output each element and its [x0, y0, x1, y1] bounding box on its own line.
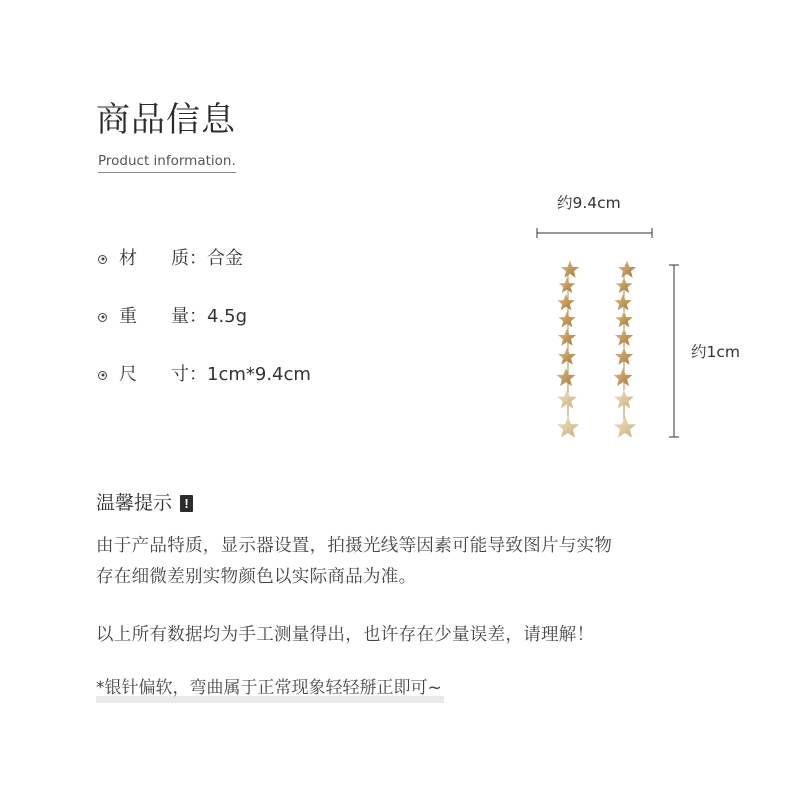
spec-label: 重	[119, 306, 137, 327]
page-subtitle: Product information.	[98, 153, 236, 173]
bullet-icon	[98, 313, 107, 322]
tips-line-1: 由于产品特质，显示器设置，拍摄光线等因素可能导致图片与实物	[96, 536, 613, 556]
spec-material	[98, 247, 243, 271]
width-dimension-label: 约1cm	[691, 343, 740, 361]
length-dimension-line	[537, 228, 652, 238]
left-earring	[557, 261, 580, 438]
spec-label-suffix: 质：	[171, 248, 207, 269]
bullet-icon	[98, 255, 107, 264]
spec-value: 1cm*9.4cm	[207, 364, 311, 385]
spec-value: 合金	[207, 248, 243, 269]
page-title: 商品信息	[96, 100, 236, 140]
spec-value: 4.5g	[207, 306, 248, 327]
spec-label: 尺	[119, 364, 137, 385]
bullet-icon	[98, 371, 107, 380]
spec-label: 材	[119, 248, 137, 269]
tips-line-2: 存在细微差别实物颜色以实际商品为准。	[96, 567, 417, 587]
length-dimension-label: 约9.4cm	[557, 194, 621, 212]
exclamation-icon: !	[180, 495, 193, 512]
spec-label-suffix: 寸：	[171, 364, 207, 385]
spec-size	[98, 363, 311, 387]
product-illustration	[520, 220, 690, 450]
tips-line-3: 以上所有数据均为手工测量得出，也许存在少量误差，请理解！	[96, 625, 595, 645]
spec-weight	[98, 305, 247, 329]
right-earring	[614, 261, 637, 438]
tips-heading	[96, 491, 193, 515]
tips-note: *银针偏软，弯曲属于正常现象轻轻掰正即可~	[96, 678, 442, 698]
tips-title: 温馨提示	[96, 492, 173, 514]
width-dimension-line	[669, 265, 679, 437]
spec-label-suffix: 量：	[171, 306, 207, 327]
